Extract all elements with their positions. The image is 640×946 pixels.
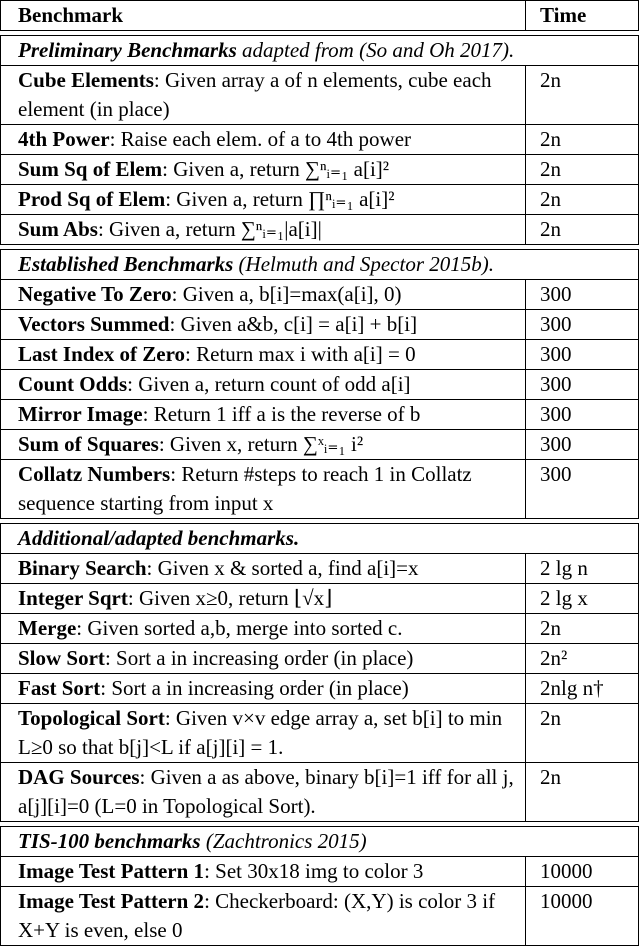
benchmark-cell	[1, 704, 526, 763]
section-title-cite: (Helmuth and Spector 2015b).	[238, 252, 495, 276]
benchmark-name: Mirror Image	[18, 402, 143, 426]
benchmark-name: Count Odds	[18, 372, 128, 396]
section-title-bold: TIS-100 benchmarks	[18, 829, 201, 853]
section-title-row	[1, 36, 639, 66]
time-cell: 2n	[526, 125, 639, 155]
table-row	[1, 310, 639, 340]
benchmark-name: Last Index of Zero	[18, 342, 186, 366]
time-cell: 300	[526, 280, 639, 310]
time-cell: 2 lg x	[526, 584, 639, 614]
benchmark-description: : Given array a of n elements, cube each element (in place)	[18, 68, 492, 121]
benchmark-name: DAG Sources	[18, 765, 140, 789]
section-title-cite: (Zachtronics 2015)	[205, 829, 367, 853]
benchmark-name: 4th Power	[18, 127, 110, 151]
time-cell: 300	[526, 400, 639, 430]
benchmark-cell	[1, 400, 526, 430]
time-cell: 300	[526, 310, 639, 340]
time-cell: 2n	[526, 155, 639, 185]
benchmark-cell	[1, 763, 526, 822]
section-title-row	[1, 827, 639, 857]
benchmark-name: Sum Abs	[18, 217, 98, 241]
benchmark-cell	[1, 280, 526, 310]
time-cell: 2nlg n†	[526, 674, 639, 704]
table-row	[1, 125, 639, 155]
table-row	[1, 215, 639, 245]
table-row	[1, 674, 639, 704]
table-row	[1, 185, 639, 215]
benchmark-cell	[1, 584, 526, 614]
table-body	[1, 31, 639, 946]
time-cell: 2n	[526, 614, 639, 644]
benchmark-cell	[1, 887, 526, 946]
benchmark-description: : Raise each elem. of a to 4th power	[109, 127, 412, 151]
benchmark-description: : Sort a in increasing order (in place)	[100, 676, 409, 700]
benchmark-cell	[1, 857, 526, 887]
section-title-cite: (So and Oh 2017).	[359, 38, 515, 62]
time-cell: 2n	[526, 215, 639, 245]
table-row	[1, 370, 639, 400]
section-title-row	[1, 524, 639, 554]
benchmark-description: : Set 30x18 img to color 3	[204, 859, 424, 883]
table-row	[1, 704, 639, 763]
benchmark-description: : Given a, return ∑ⁿᵢ₌₁ a[i]²	[162, 157, 390, 181]
benchmark-cell	[1, 125, 526, 155]
table-row	[1, 554, 639, 584]
benchmark-description: : Given a&b, c[i] = a[i] + b[i]	[169, 312, 418, 336]
benchmark-name: Binary Search	[18, 556, 147, 580]
time-cell: 2n	[526, 763, 639, 822]
benchmark-name: Fast Sort	[18, 676, 101, 700]
benchmark-cell	[1, 614, 526, 644]
section-title-bold: Established Benchmarks	[18, 252, 234, 276]
table-row	[1, 155, 639, 185]
benchmark-name: Image Test Pattern 1	[18, 859, 205, 883]
benchmark-description: : Given a, return ∏ⁿᵢ₌₁ a[i]²	[165, 187, 395, 211]
section-title-rest: adapted from	[236, 38, 360, 62]
time-cell: 300	[526, 460, 639, 519]
time-cell: 2n	[526, 704, 639, 763]
table-row	[1, 400, 639, 430]
section-title	[1, 36, 639, 66]
benchmark-cell	[1, 460, 526, 519]
table-row	[1, 340, 639, 370]
benchmark-header: Benchmark	[1, 1, 526, 31]
benchmark-name: Slow Sort	[18, 646, 105, 670]
section-title	[1, 524, 639, 554]
benchmark-cell	[1, 215, 526, 245]
header-row	[1, 1, 639, 31]
benchmark-name: Vectors Summed	[18, 312, 170, 336]
benchmark-name: Cube Elements	[18, 68, 154, 92]
time-cell: 10000	[526, 887, 639, 946]
benchmark-description: : Given a, return ∑ⁿᵢ₌₁|a[i]|	[97, 217, 322, 241]
benchmark-name: Sum of Squares	[18, 432, 159, 456]
benchmark-cell	[1, 554, 526, 584]
table-row	[1, 763, 639, 822]
time-cell: 300	[526, 370, 639, 400]
time-cell: 10000	[526, 857, 639, 887]
table-row	[1, 460, 639, 519]
benchmark-description: : Given x & sorted a, find a[i]=x	[146, 556, 419, 580]
section-title	[1, 250, 639, 280]
benchmark-cell	[1, 185, 526, 215]
benchmark-description: : Given a, b[i]=max(a[i], 0)	[171, 282, 402, 306]
benchmark-name: Prod Sq of Elem	[18, 187, 166, 211]
benchmark-name: Sum Sq of Elem	[18, 157, 163, 181]
benchmark-description: : Sort a in increasing order (in place)	[104, 646, 414, 670]
benchmark-name: Collatz Numbers	[18, 462, 171, 486]
table-row	[1, 614, 639, 644]
time-cell: 300	[526, 340, 639, 370]
benchmark-description: : Given x≥0, return ⌊√x⌋	[127, 586, 333, 610]
benchmark-cell	[1, 310, 526, 340]
benchmark-description: : Given x, return ∑ˣᵢ₌₁ i²	[158, 432, 364, 456]
time-cell: 2n²	[526, 644, 639, 674]
section-title	[1, 827, 639, 857]
section-title-bold: Preliminary Benchmarks	[18, 38, 237, 62]
time-header: Time	[526, 1, 639, 31]
benchmark-name: Negative To Zero	[18, 282, 172, 306]
benchmark-description: : Given a as above, binary b[i]=1 iff for all j, a[j][i]=0 (L=0 in Topological Sort).	[18, 765, 514, 818]
benchmark-cell	[1, 430, 526, 460]
benchmark-description: : Return 1 iff a is the reverse of b	[142, 402, 421, 426]
time-cell: 300	[526, 430, 639, 460]
table-row	[1, 66, 639, 125]
benchmark-name: Topological Sort	[18, 706, 165, 730]
table-row	[1, 887, 639, 946]
table-row	[1, 857, 639, 887]
benchmark-description: : Given sorted a,b, merge into sorted c.	[76, 616, 403, 640]
benchmark-name: Image Test Pattern 2	[18, 889, 205, 913]
benchmark-cell	[1, 370, 526, 400]
table-row	[1, 644, 639, 674]
benchmark-description: : Return #steps to reach 1 in Collatz sequence starting from input x	[18, 462, 472, 515]
table-row	[1, 280, 639, 310]
section-title-bold: Additional/adapted benchmarks.	[18, 526, 300, 550]
benchmark-name: Merge	[18, 616, 77, 640]
benchmark-description: : Return max i with a[i] = 0	[185, 342, 416, 366]
benchmark-cell	[1, 340, 526, 370]
benchmark-cell	[1, 66, 526, 125]
benchmark-cell	[1, 644, 526, 674]
benchmark-cell	[1, 155, 526, 185]
benchmark-description: : Given v×v edge array a, set b[i] to min L≥0 so that b[j]<L if a[j][i] = 1.	[18, 706, 503, 759]
table-row	[1, 430, 639, 460]
time-cell: 2n	[526, 185, 639, 215]
benchmark-description: : Checkerboard: (X,Y) is color 3 if X+Y is even, else 0	[18, 889, 496, 942]
benchmark-cell	[1, 674, 526, 704]
time-cell: 2 lg n	[526, 554, 639, 584]
table-row	[1, 584, 639, 614]
benchmark-description: : Given a, return count of odd a[i]	[127, 372, 411, 396]
section-title-row	[1, 250, 639, 280]
time-cell: 2n	[526, 66, 639, 125]
benchmark-name: Integer Sqrt	[18, 586, 128, 610]
